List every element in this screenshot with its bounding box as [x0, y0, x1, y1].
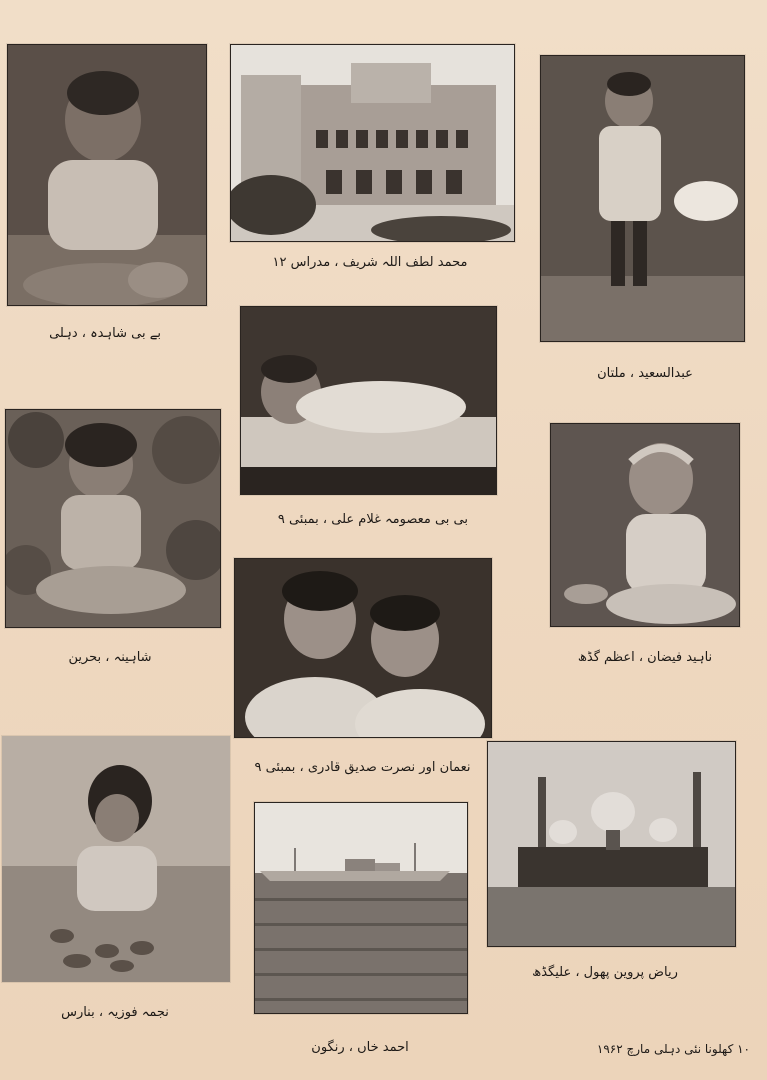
two-boys-image — [235, 559, 491, 737]
photo-mosque-aligarh — [487, 741, 736, 947]
caption-baby-naheed: ناہید فیضان ، اعظم گڈھ — [577, 650, 713, 665]
caption-boy-multan: عبدالسعید ، ملتان — [597, 366, 693, 381]
photo-baby-masooma — [240, 306, 497, 495]
ship-on-water-image — [255, 803, 467, 1013]
photo-girl-najma — [2, 736, 230, 982]
mosque-image — [488, 742, 735, 946]
caption-girl-shaheena: شاہینہ ، بحرین — [68, 650, 152, 665]
photo-building-madras — [230, 44, 515, 242]
seated-girl-image — [6, 410, 220, 627]
photo-girl-shaheena — [5, 409, 221, 628]
caption-mosque-aligarh: ریاض پروین پھول ، علیگڈھ — [532, 965, 678, 980]
domed-building-image — [231, 45, 514, 241]
caption-ship-rangoon: احمد خاں ، رنگون — [311, 1040, 409, 1055]
caption-baby-masooma: بی بی معصومہ غلام علی ، بمبئی ۹ — [277, 512, 468, 527]
lying-baby-image — [241, 307, 496, 494]
caption-baby-shahida: بے بی شاہدہ ، دہلی — [49, 326, 161, 341]
photo-baby-naheed — [550, 423, 740, 627]
baby-headband-image — [551, 424, 739, 626]
caption-two-boys: نعمان اور نصرت صدیق قادری ، بمبئی ۹ — [254, 760, 471, 775]
caption-girl-najma: نجمہ فوزیہ ، بنارس — [61, 1005, 169, 1020]
baby-seated-image — [8, 45, 206, 305]
page-footer: ۱۰ کھلونا نئی دہلی مارچ ۱۹۶۲ — [596, 1042, 750, 1056]
photo-ship-rangoon — [254, 802, 468, 1014]
photo-two-boys — [234, 558, 492, 738]
child-with-pots-image — [2, 736, 230, 982]
photo-baby-shahida — [7, 44, 207, 306]
photo-boy-multan — [540, 55, 745, 342]
caption-building-madras: محمد لطف اللہ شریف ، مدراس ۱۲ — [272, 255, 468, 270]
standing-toddler-image — [541, 56, 744, 341]
